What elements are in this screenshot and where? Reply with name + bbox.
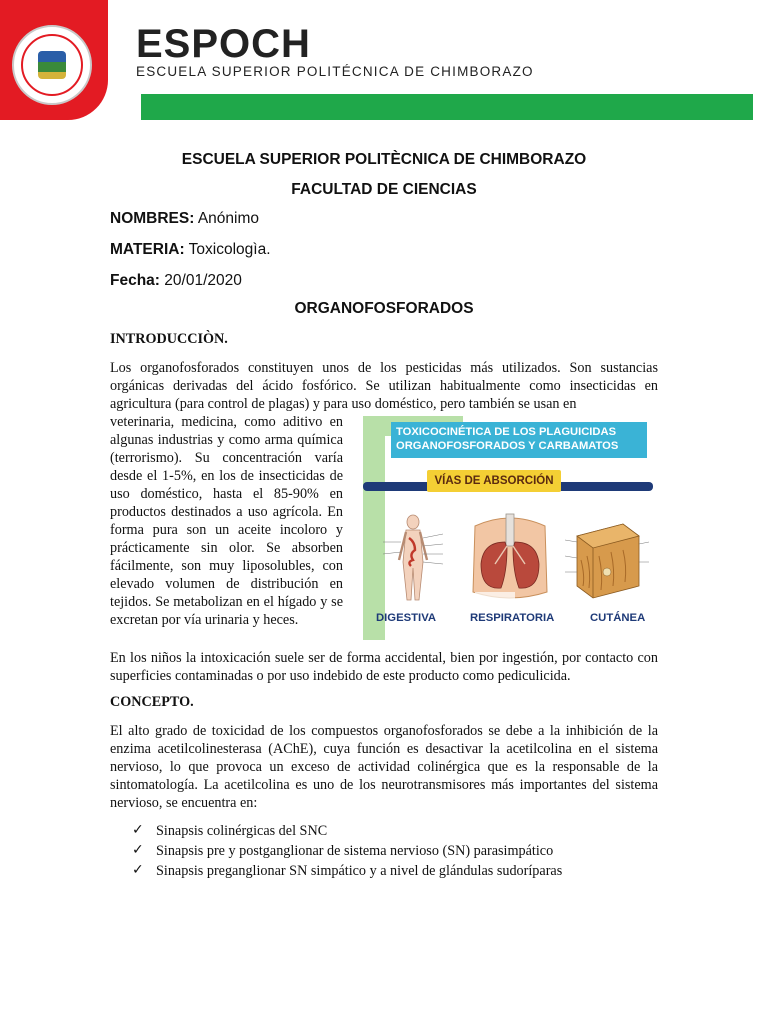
figure-subtitle-banner: VÍAS DE ABSORCIÓN [427, 470, 561, 492]
skin-illustration [563, 516, 649, 600]
figure-label-cutanea: CUTÁNEA [590, 612, 646, 624]
school-title: ESCUELA SUPERIOR POLITÈCNICA DE CHIMBORAZO [181, 151, 587, 168]
fecha-field [110, 272, 242, 290]
faculty-title: FACULTAD DE CIENCIAS [291, 181, 477, 198]
university-seal-logo [12, 25, 92, 105]
list-item-text: Sinapsis preganglionar SN simpático y a nivel de glándulas sudoríparas [156, 863, 563, 879]
intro-paragraph-top: Los organofosforados constituyen unos de los pesticidas más utilizados. Son sustancias orgánicas derivadas del ácido fosfórico. Se utilizan habitualmente como insecticidas en agricultura (para control de plagas) y para uso doméstico, pero también se usan en [110, 360, 658, 412]
concepto-heading: CONCEPTO. [110, 694, 194, 710]
figure-label-digestiva: DIGESTIVA [376, 612, 437, 624]
materia-value: Toxicologìa. [188, 241, 271, 258]
nombres-label: NOMBRES: [110, 210, 195, 227]
digestive-system-illustration [379, 512, 453, 604]
nombres-field [110, 210, 259, 228]
figure-title-box [391, 422, 647, 458]
brand-name: ESPOCH [136, 22, 311, 66]
figure-label-respiratoria: RESPIRATORIA [470, 612, 555, 624]
figure-title-line2: ORGANOFOSFORADOS Y CARBAMATOS [396, 440, 619, 452]
checkmark-icon: ✓ [132, 842, 144, 858]
list-item-text: Sinapsis pre y postganglionar de sistema nervioso (SN) parasimpático [156, 843, 554, 859]
intro-heading: INTRODUCCIÒN. [110, 331, 228, 347]
respiratory-system-illustration [469, 512, 551, 604]
intro-paragraph-after: En los niños la intoxicación suele ser de forma accidental, bien por ingestión, por contacto con superficies contaminadas o por uso indebido de este producto como pediculicida. [110, 650, 658, 684]
figure-title-line1: TOXICOCINÉTICA DE LOS PLAGUICIDAS [396, 426, 617, 438]
intro-paragraph-wrap: veterinaria, medicina, como aditivo en algunas industrias y como arma química (terrorismo). Su concentración varía desde el 1-5%, en los de insecticidas de uso doméstico, hasta el 85-90% en productos destinados a uso agrícola. En forma pura son un aceite incoloro y prácticamente sin olor. Se absorben fácilmente, son muy liposolubles, con elevado volumen de distribución en tejidos. Se metabolizan en el hígado y se excretan por vía urinaria y heces. [110, 414, 343, 628]
nombres-value: Anónimo [197, 210, 260, 227]
brand-subtitle: ESCUELA SUPERIOR POLITÉCNICA DE CHIMBORAZO [136, 64, 534, 79]
absorption-routes-figure [363, 416, 655, 640]
fecha-value: 20/01/2020 [164, 272, 242, 289]
header-green-bar [141, 94, 753, 120]
checkmark-icon: ✓ [132, 822, 144, 838]
checkmark-icon: ✓ [132, 862, 144, 878]
materia-label: MATERIA: [110, 241, 185, 258]
fecha-label: Fecha: [110, 272, 160, 289]
materia-field [110, 241, 271, 259]
document-title: ORGANOFOSFORADOS [294, 300, 474, 317]
concepto-paragraph: El alto grado de toxicidad de los compuestos organofosforados se debe a la inhibición de la enzima acetilcolinesterasa (AChE), cuya función es desactivar la acetilcolina en el sistema nervioso, lo que provoca un exceso de actividad colinérgica que es la responsable de la sintomatología. La acetilcolina es uno de los neurotransmisores más importantes del sistema nervioso, se encuentra en: [110, 723, 658, 811]
list-item-text: Sinapsis colinérgicas del SNC [156, 823, 328, 839]
